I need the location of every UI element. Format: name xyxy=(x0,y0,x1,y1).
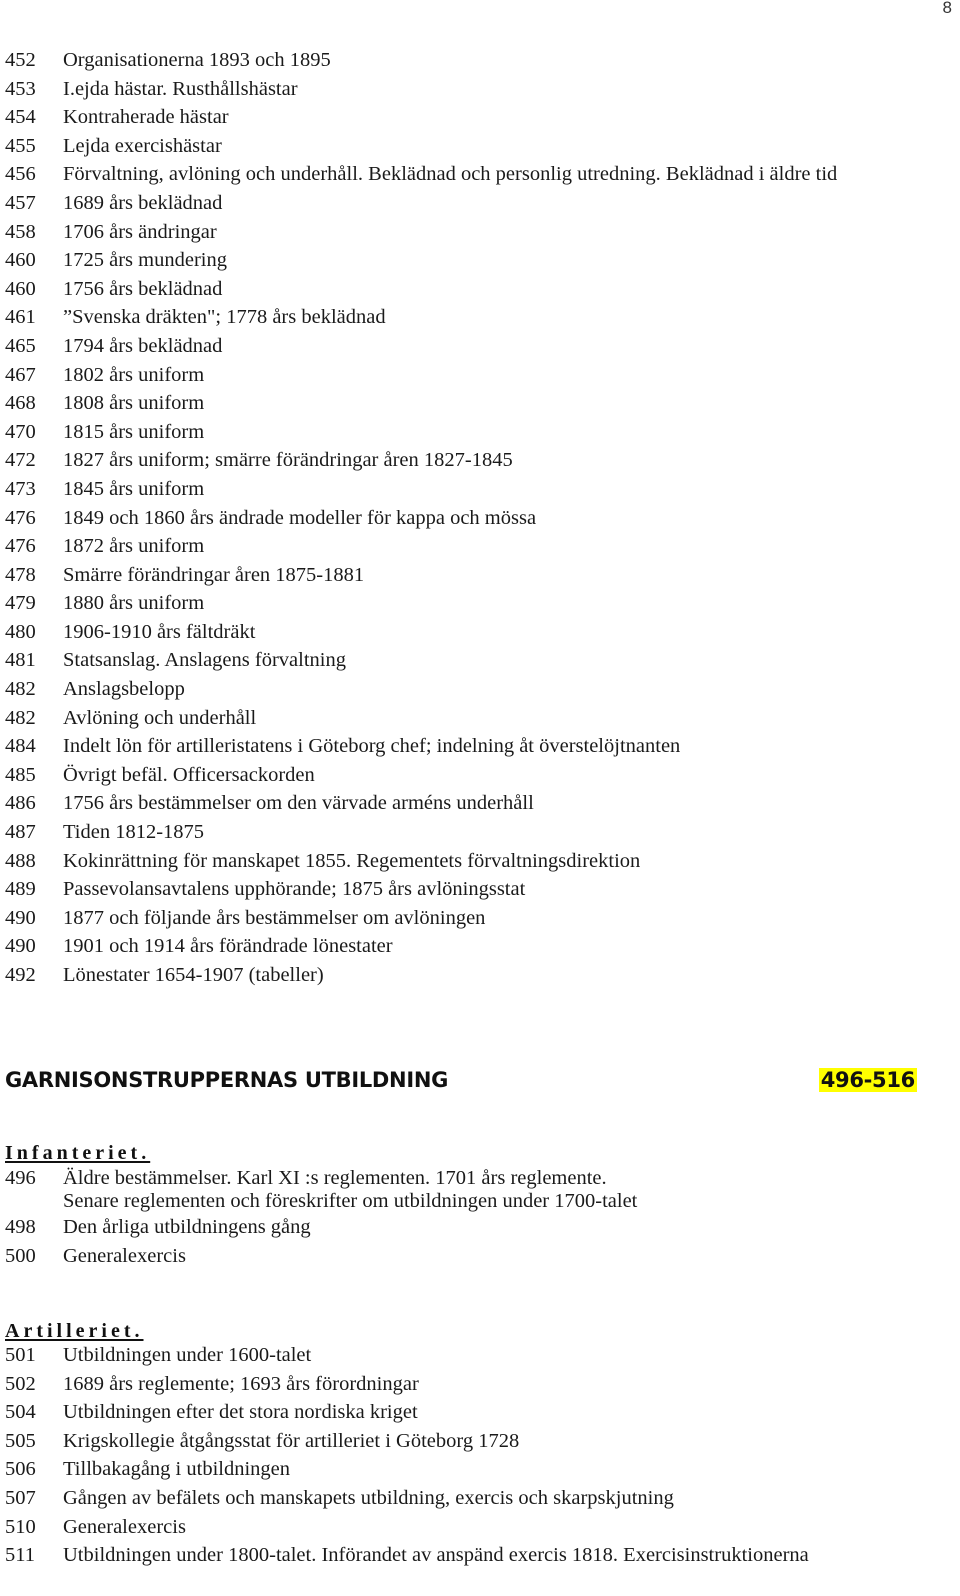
page-ref: 476 xyxy=(5,535,36,558)
page-ref: 502 xyxy=(5,1372,36,1395)
entry-title: 1845 års uniform xyxy=(63,477,205,500)
list-item xyxy=(5,504,955,533)
list-item xyxy=(5,1242,955,1271)
list-item xyxy=(5,532,955,561)
entry-title: 1901 och 1914 års förändrade lönestater xyxy=(63,935,393,958)
entry-title: 1725 års mundering xyxy=(63,249,227,272)
entry-title: Indelt lön för artilleristatens i Göteborg chef; indelning åt överstelöjtnanten xyxy=(63,735,681,758)
page-ref: 470 xyxy=(5,420,36,443)
page-ref: 476 xyxy=(5,506,36,529)
list-item xyxy=(5,332,955,361)
section-title: GARNISONSTRUPPERNAS UTBILDNING xyxy=(5,1068,449,1092)
list-item xyxy=(5,818,955,847)
page-ref: 457 xyxy=(5,191,36,214)
entry-title xyxy=(63,1167,955,1213)
entry-title: Passevolansavtalens upphörande; 1875 års avlöningsstat xyxy=(63,878,526,901)
page-ref: 454 xyxy=(5,106,36,129)
page-ref: 458 xyxy=(5,220,36,243)
list-item xyxy=(5,1398,955,1427)
entry-title: 1827 års uniform; smärre förändringar åren 1827-1845 xyxy=(63,449,513,472)
page-ref: 500 xyxy=(5,1244,36,1267)
entry-title: Organisationerna 1893 och 1895 xyxy=(63,49,331,71)
list-item xyxy=(5,704,955,733)
page-ref: 482 xyxy=(5,678,36,701)
page-ref: 465 xyxy=(5,334,36,357)
list-item xyxy=(5,103,955,132)
page-ref: 478 xyxy=(5,563,36,586)
page-ref: 510 xyxy=(5,1515,36,1538)
page-ref: 482 xyxy=(5,706,36,729)
page-ref: 488 xyxy=(5,849,36,872)
entry-title-line: Äldre bestämmelser. Karl XI :s reglementen. 1701 års reglemente. xyxy=(63,1167,607,1189)
list-item xyxy=(5,1370,955,1399)
list-item xyxy=(5,132,955,161)
entry-title: Förvaltning, avlöning och underhåll. Beklädnad och personlig utredning. Beklädnad i äldre tid xyxy=(63,163,838,186)
list-item xyxy=(5,1341,955,1370)
page-ref: 490 xyxy=(5,906,36,929)
infanteriet-heading: Infanteriet. xyxy=(5,1142,151,1164)
list-item xyxy=(5,1455,955,1484)
entry-title: 1815 års uniform xyxy=(63,420,205,443)
page-ref: 486 xyxy=(5,792,36,815)
page-ref: 472 xyxy=(5,449,36,472)
entry-title: Utbildningen efter det stora nordiska kriget xyxy=(63,1401,418,1424)
entry-title: Generalexercis xyxy=(63,1515,186,1538)
page-ref: 489 xyxy=(5,878,36,901)
list-item xyxy=(5,46,955,75)
page-ref: 452 xyxy=(5,49,36,71)
entry-title: 1756 års bestämmelser om den värvade arméns underhåll xyxy=(63,792,534,815)
list-item xyxy=(5,847,955,876)
page-ref: 456 xyxy=(5,163,36,186)
page-ref: 498 xyxy=(5,1216,36,1238)
list-item xyxy=(5,618,955,647)
list-item xyxy=(5,1213,955,1242)
entry-title: Lönestater 1654-1907 (tabeller) xyxy=(63,964,324,986)
page-ref: 455 xyxy=(5,134,36,157)
list-item xyxy=(5,446,955,475)
list-item xyxy=(5,904,955,933)
page-ref: 473 xyxy=(5,477,36,500)
list-item xyxy=(5,361,955,390)
list-item xyxy=(5,561,955,590)
page-ref: 453 xyxy=(5,77,36,100)
entry-title: 1880 års uniform xyxy=(63,592,205,615)
entry-title: Smärre förändringar åren 1875-1881 xyxy=(63,563,365,586)
section-page-range: 496-516 xyxy=(820,1068,915,1092)
page-ref: 481 xyxy=(5,649,36,672)
page-ref: 480 xyxy=(5,620,36,643)
entry-title: Utbildningen under 1600-talet xyxy=(63,1344,312,1366)
entry-title: Anslagsbelopp xyxy=(63,678,185,701)
list-item xyxy=(5,1427,955,1456)
page-ref: 461 xyxy=(5,306,36,329)
entry-title: ”Svenska dräkten"; 1778 års beklädnad xyxy=(63,306,386,329)
list-item xyxy=(5,875,955,904)
entry-title: Kontraherade hästar xyxy=(63,106,229,129)
list-item xyxy=(5,961,955,990)
list-item xyxy=(5,589,955,618)
list-item xyxy=(5,218,955,247)
entry-title: 1689 års reglemente; 1693 års förordningar xyxy=(63,1372,419,1395)
contents-list-infanteriet xyxy=(5,1165,955,1270)
contents-list-top xyxy=(5,46,955,990)
page-ref: 468 xyxy=(5,392,36,415)
page-ref: 487 xyxy=(5,821,36,844)
list-item xyxy=(5,303,955,332)
entry-title: Tillbakagång i utbildningen xyxy=(63,1458,291,1481)
list-item xyxy=(5,761,955,790)
page-ref: 484 xyxy=(5,735,36,758)
list-item xyxy=(5,418,955,447)
page-ref: 460 xyxy=(5,277,36,300)
page-ref: 496 xyxy=(5,1167,36,1189)
entry-title: 1849 och 1860 års ändrade modeller för kappa och mössa xyxy=(63,506,537,529)
page-number: 8 xyxy=(942,0,952,17)
entry-title: 1706 års ändringar xyxy=(63,220,217,243)
entry-title: Generalexercis xyxy=(63,1244,186,1267)
page-ref: 501 xyxy=(5,1344,36,1366)
entry-title: Utbildningen under 1800-talet. Införandet av anspänd exercis 1818. Exercisinstruktionerna xyxy=(63,1544,809,1567)
page-ref: 467 xyxy=(5,363,36,386)
entry-title: Den årliga utbildningens gång xyxy=(63,1216,311,1238)
page-ref: 460 xyxy=(5,249,36,272)
entry-title: Övrigt befäl. Officersackorden xyxy=(63,763,315,786)
entry-title: Krigskollegie åtgångsstat för artilleriet i Göteborg 1728 xyxy=(63,1429,520,1452)
list-item xyxy=(5,189,955,218)
page-ref: 490 xyxy=(5,935,36,958)
section-heading xyxy=(5,1068,917,1092)
list-item xyxy=(5,932,955,961)
entry-title: Tiden 1812-1875 xyxy=(63,821,205,844)
list-item xyxy=(5,246,955,275)
list-item xyxy=(5,732,955,761)
list-item xyxy=(5,1513,955,1542)
contents-list-artilleriet xyxy=(5,1341,955,1570)
page-ref: 485 xyxy=(5,763,36,786)
list-item xyxy=(5,75,955,104)
artilleriet-heading: Artilleriet. xyxy=(5,1320,144,1342)
list-item xyxy=(5,389,955,418)
entry-title: Avlöning och underhåll xyxy=(63,706,257,729)
list-item xyxy=(5,160,955,189)
entry-title: 1872 års uniform xyxy=(63,535,205,558)
page-ref: 507 xyxy=(5,1486,36,1509)
entry-title: 1802 års uniform xyxy=(63,363,205,386)
entry-title: Kokinrättning för manskapet 1855. Regementets förvaltningsdirektion xyxy=(63,849,641,872)
list-item xyxy=(5,1165,955,1213)
list-item xyxy=(5,646,955,675)
list-item xyxy=(5,789,955,818)
page-ref: 511 xyxy=(5,1544,35,1567)
entry-title: Statsanslag. Anslagens förvaltning xyxy=(63,649,346,672)
page-ref: 504 xyxy=(5,1401,36,1424)
entry-title: 1689 års beklädnad xyxy=(63,191,223,214)
entry-title: 1756 års beklädnad xyxy=(63,277,223,300)
list-item xyxy=(5,1541,955,1570)
list-item xyxy=(5,675,955,704)
page-ref: 506 xyxy=(5,1458,36,1481)
page-ref: 505 xyxy=(5,1429,36,1452)
entry-title: I.ejda hästar. Rusthållshästar xyxy=(63,77,298,100)
list-item xyxy=(5,1484,955,1513)
page-ref: 479 xyxy=(5,592,36,615)
entry-title: 1794 års beklädnad xyxy=(63,334,223,357)
entry-title: 1808 års uniform xyxy=(63,392,205,415)
entry-title: Lejda exercishästar xyxy=(63,134,222,157)
entry-title: 1906-1910 års fältdräkt xyxy=(63,620,256,643)
entry-title-line: Senare reglementen och föreskrifter om utbildningen under 1700-talet xyxy=(63,1190,638,1212)
list-item xyxy=(5,475,955,504)
entry-title: 1877 och följande års bestämmelser om avlöningen xyxy=(63,906,486,929)
page-ref: 492 xyxy=(5,964,36,986)
entry-title: Gången av befälets och manskapets utbildning, exercis och skarpskjutning xyxy=(63,1486,674,1509)
list-item xyxy=(5,275,955,304)
